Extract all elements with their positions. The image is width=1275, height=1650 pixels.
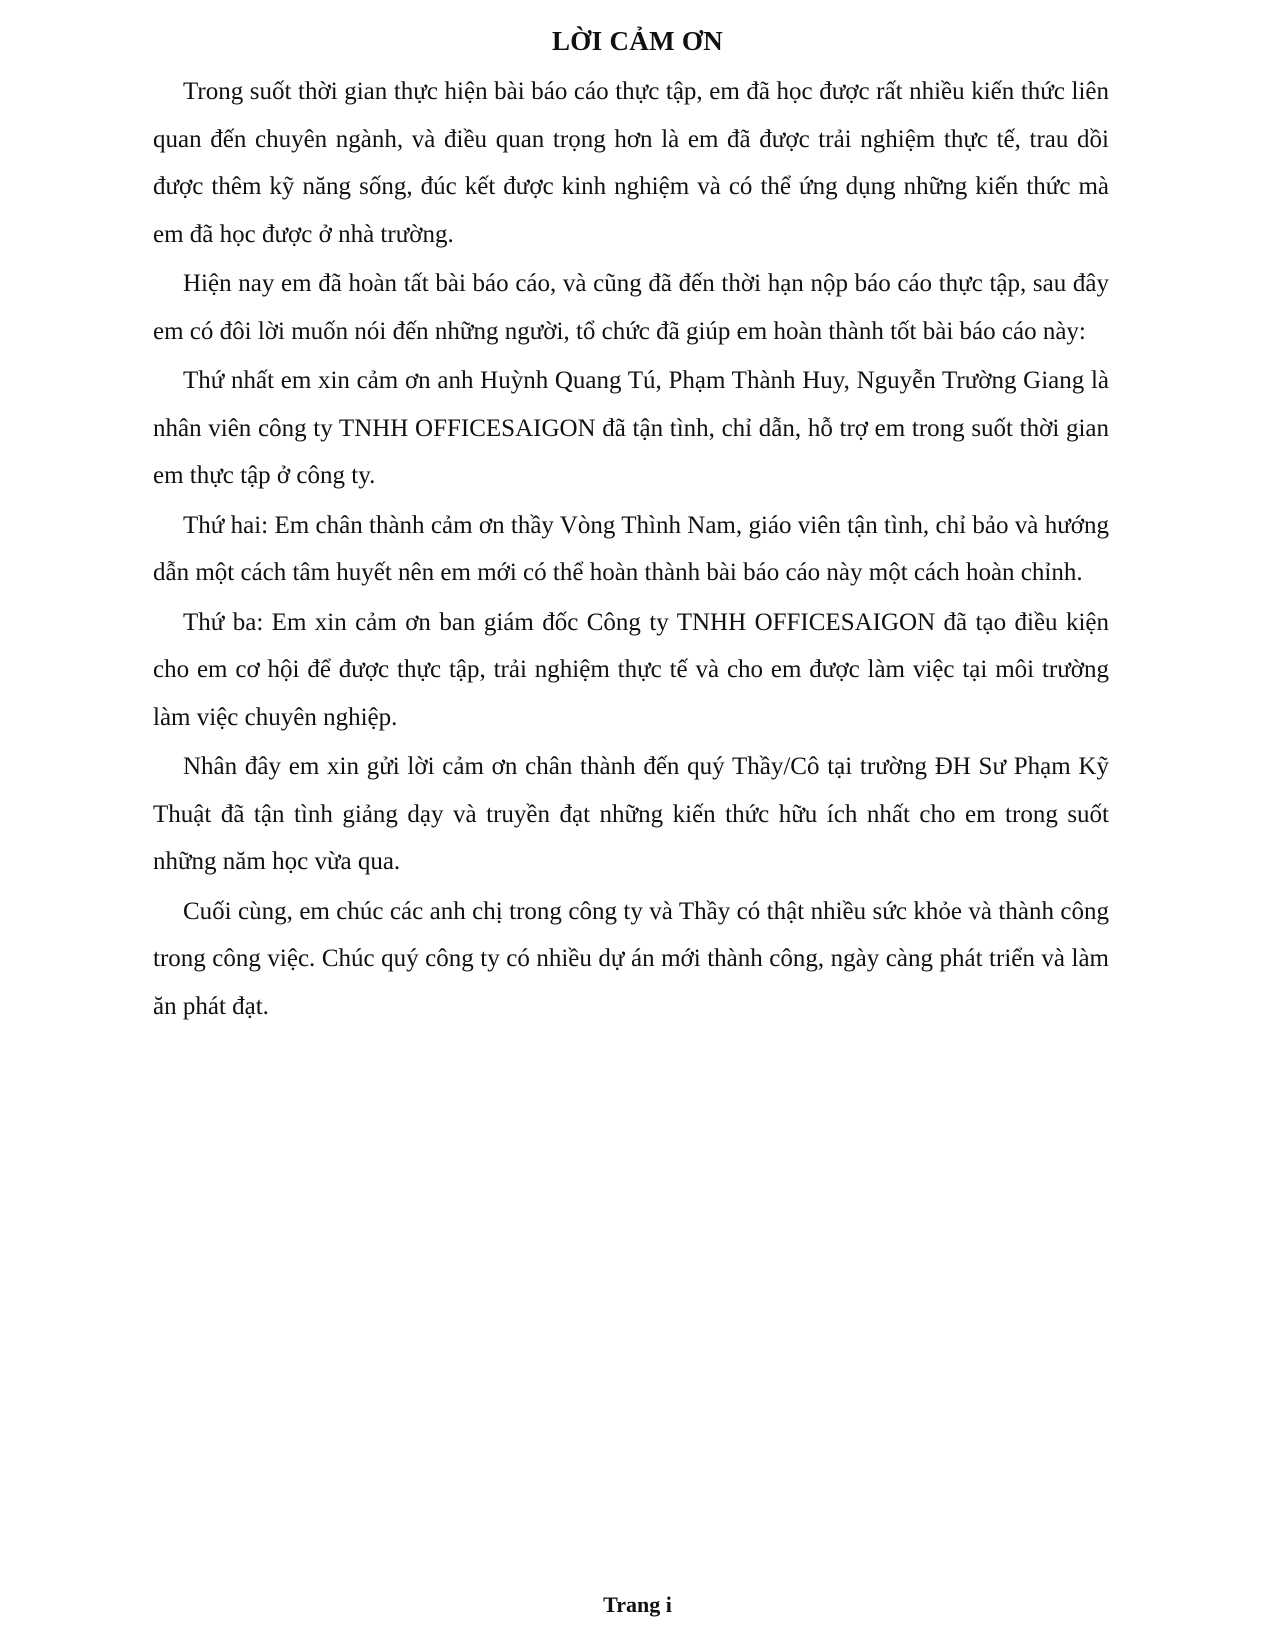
page-number: Trang i bbox=[603, 1592, 672, 1617]
paragraph-completion: Hiện nay em đã hoàn tất bài báo cáo, và cũng đã đến thời hạn nộp báo cáo thực tập, sau đây em có đôi lời muốn nói đến những người, tổ chức đã giúp em hoàn thành tốt bài báo cáo này: bbox=[153, 270, 1109, 345]
paragraph-thanks-third: Thứ ba: Em xin cảm ơn ban giám đốc Công ty TNHH OFFICESAIGON đã tạo điều kiện cho em cơ hội để được thực tập, trải nghiệm thực tế và cho em được làm việc tại môi trường làm việc chuyên nghiệp. bbox=[153, 608, 1109, 731]
paragraph-intro: Trong suốt thời gian thực hiện bài báo cáo thực tập, em đã học được rất nhiều kiến thức liên quan đến chuyên ngành, và điều quan trọng hơn là em đã được trải nghiệm thực tế, trau dồi được thêm kỹ năng sống, đúc kết được kinh nghiệm và có thể ứng dụng những kiến thức mà em đã học được ở nhà trường. bbox=[153, 78, 1109, 248]
paragraph-thanks-teachers: Nhân đây em xin gửi lời cảm ơn chân thành đến quý Thầy/Cô tại trường ĐH Sư Phạm Kỹ Thuật đã tận tình giảng dạy và truyền đạt những kiến thức hữu ích nhất cho em trong suốt những năm học vừa qua. bbox=[153, 753, 1109, 875]
paragraph-thanks-second: Thứ hai: Em chân thành cảm ơn thầy Vòng Thình Nam, giáo viên tận tình, chỉ bảo và hướng dẫn một cách tâm huyết nên em mới có thể hoàn thành bài báo cáo này một cách hoàn chỉnh. bbox=[153, 511, 1109, 586]
paragraph-thanks-first: Thứ nhất em xin cảm ơn anh Huỳnh Quang Tú, Phạm Thành Huy, Nguyễn Trường Giang là nhân viên công ty TNHH OFFICESAIGON đã tận tình, chỉ dẫn, hỗ trợ em trong suốt thời gian em thực tập ở công ty. bbox=[153, 367, 1109, 489]
document-body bbox=[153, 68, 1109, 1032]
paragraph-closing: Cuối cùng, em chúc các anh chị trong công ty và Thầy có thật nhiều sức khỏe và thành công trong công việc. Chúc quý công ty có nhiều dự án mới thành công, ngày càng phát triển và làm ăn phát đạt. bbox=[153, 897, 1109, 1020]
page-title: LỜI CẢM ƠN bbox=[552, 26, 723, 56]
